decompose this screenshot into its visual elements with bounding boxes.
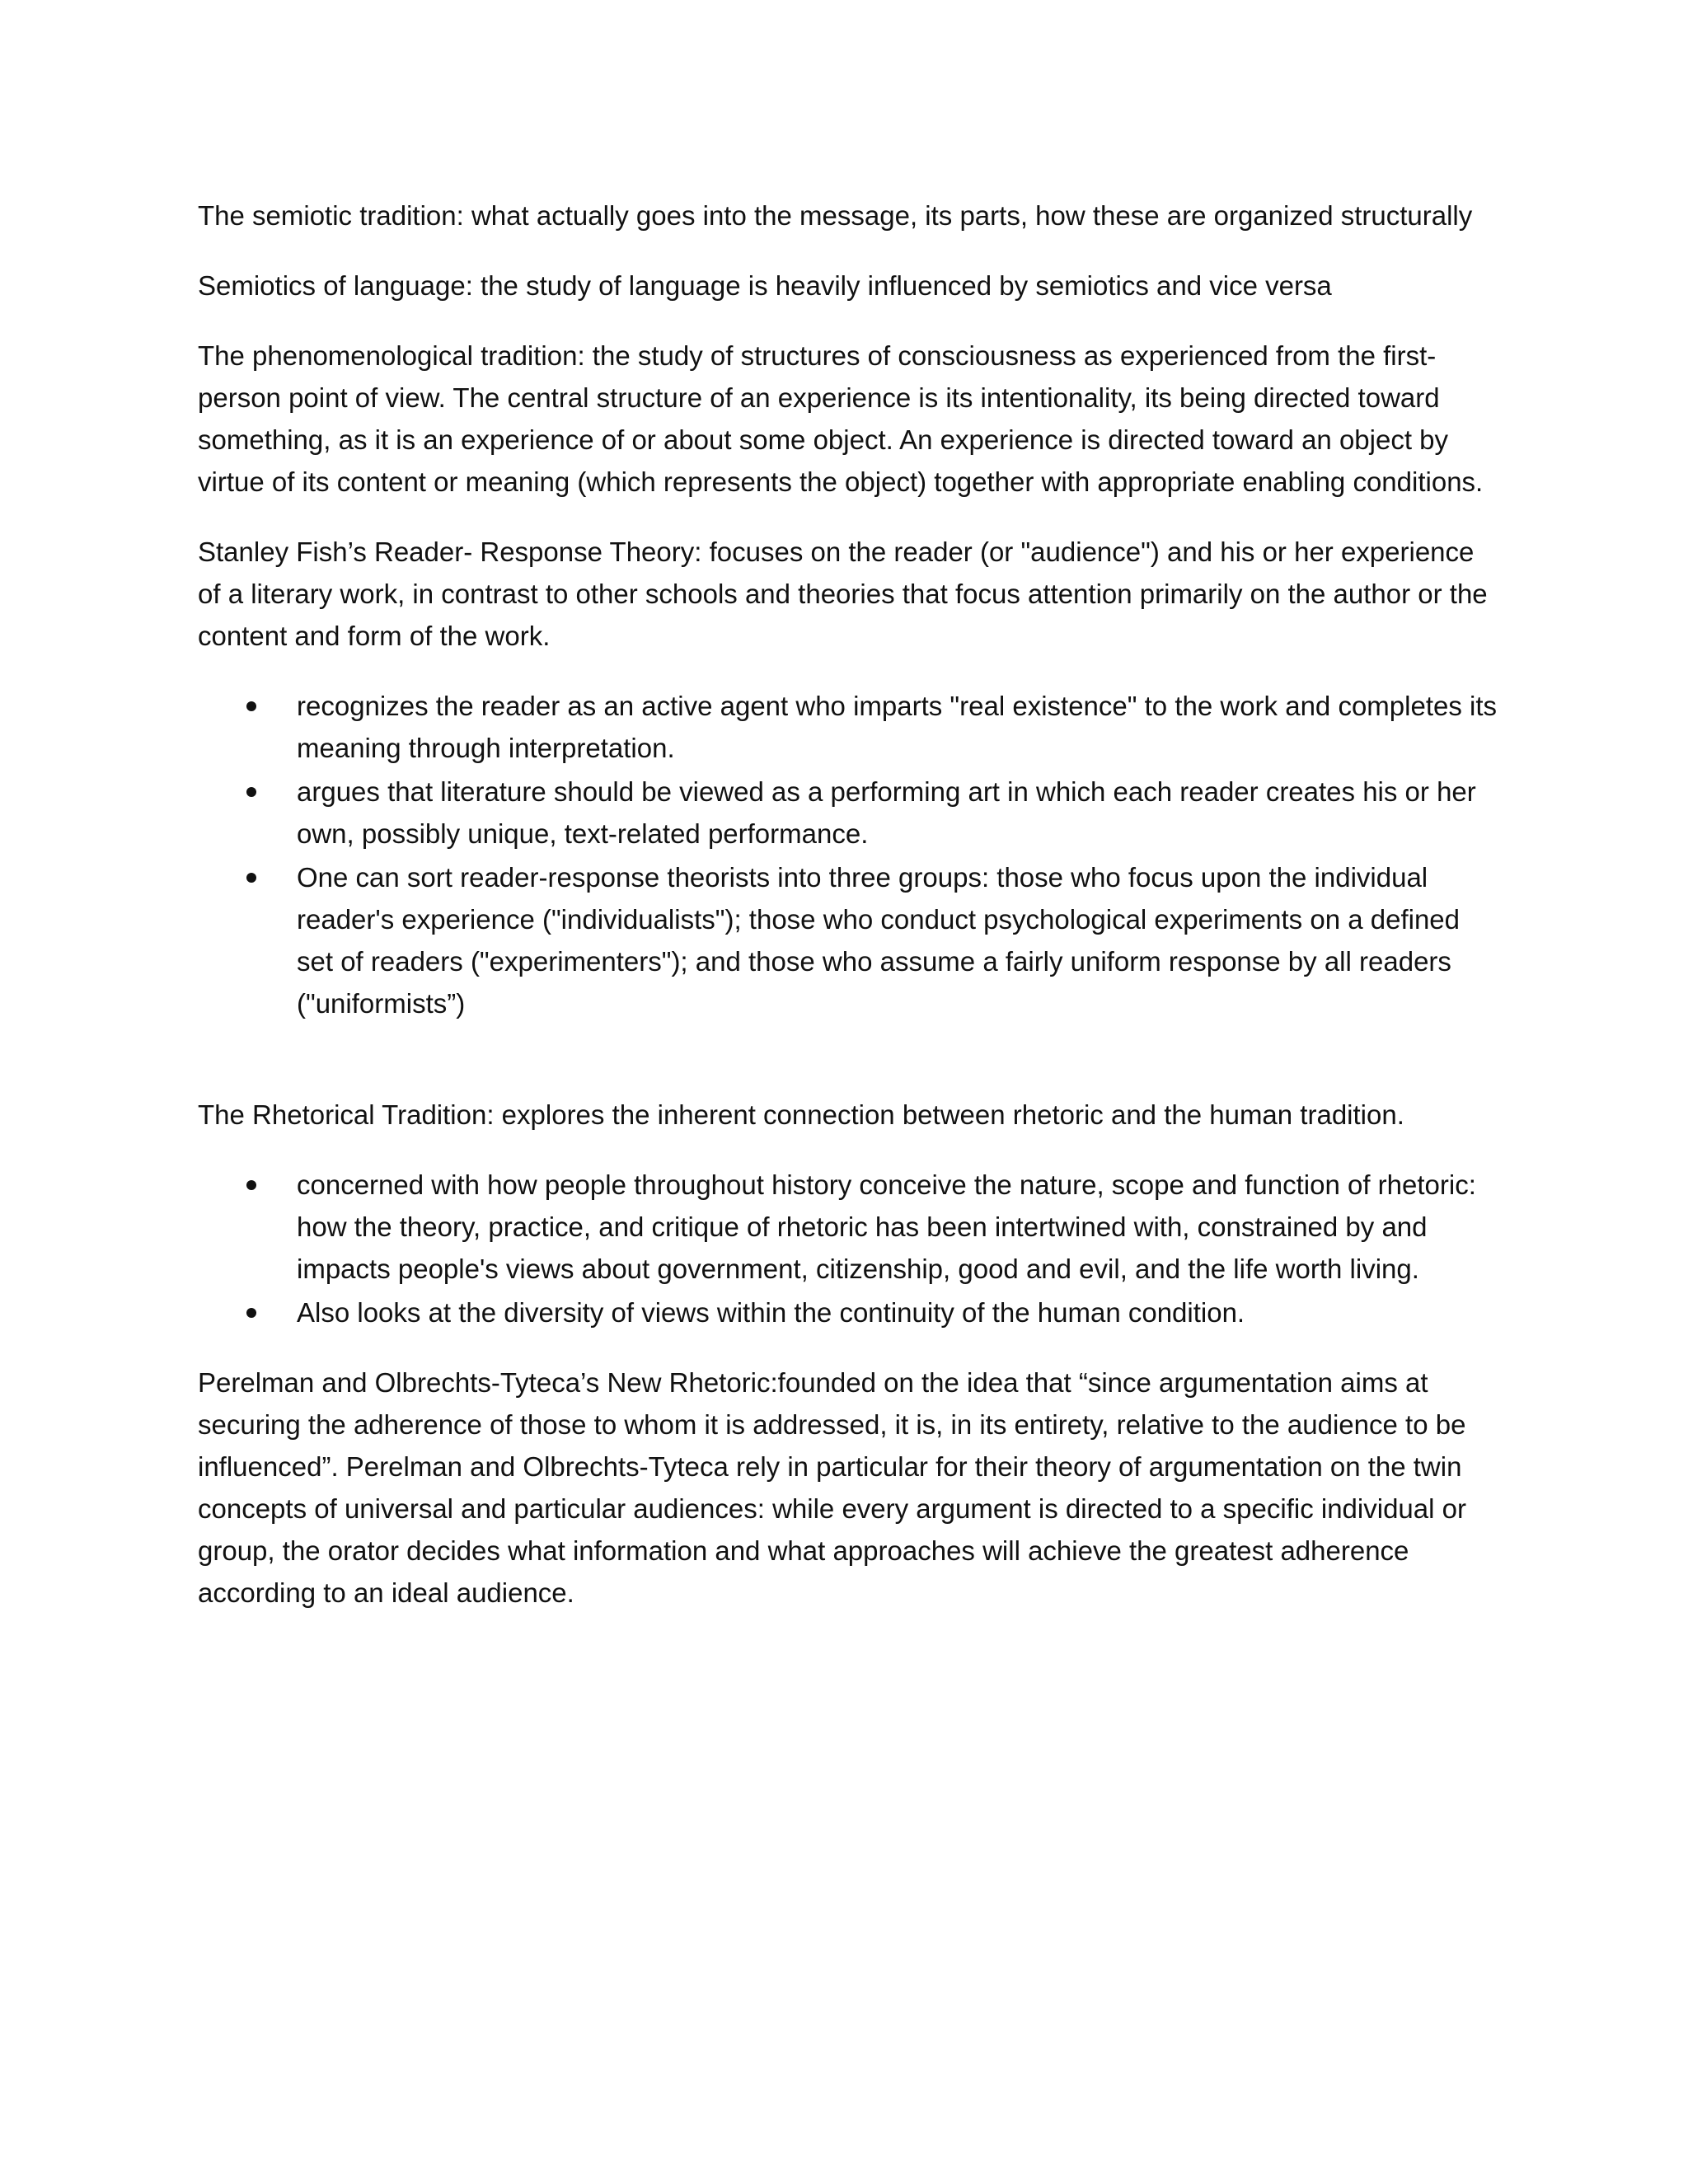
list-item: [198, 685, 1500, 769]
paragraph-reader-response-theory: Stanley Fish’s Reader- Response Theory: focuses on the reader (or "audience") and his or her experience of a literary work, in contrast to other schools and theories that focus attention primarily on the author or the content and form of the work.: [198, 537, 1488, 651]
list-item: [198, 771, 1500, 855]
list-item: [198, 1291, 1500, 1333]
list-item-text: recognizes the reader as an active agent who imparts "real existence" to the work and completes its meaning through interpretation.: [297, 691, 1498, 763]
paragraph-semiotics-of-language: Semiotics of language: the study of language is heavily influenced by semiotics and vice versa: [198, 270, 1332, 301]
rhetorical-tradition-list: [198, 1164, 1500, 1333]
paragraph-new-rhetoric: Perelman and Olbrechts-Tyteca’s New Rhetoric:founded on the idea that “since argumentation aims at securing the adherence of those to whom it is addressed, it is, in its entirety, relative to the audience to be influenced”. Perelman and Olbrechts-Tyteca rely in particular for their theory of argumentation on the twin concepts of universal and particular audiences: while every argument is directed to a specific individual or group, the orator decides what information and what approaches will achieve the greatest adherence according to an ideal audience.: [198, 1367, 1466, 1608]
bullet-icon: [246, 1180, 256, 1190]
paragraph-semiotic-tradition: The semiotic tradition: what actually goes into the message, its parts, how these are organized structurally: [198, 200, 1473, 231]
bullet-icon: [246, 787, 256, 797]
list-item: [198, 856, 1500, 1024]
list-item: [198, 1164, 1500, 1290]
document-body: [198, 194, 1500, 1642]
bullet-icon: [246, 1308, 256, 1318]
list-item-text: One can sort reader-response theorists into three groups: those who focus upon the individual reader's experience ("individualists"); those who conduct psychological experiments on a defined set of readers ("experimenters"); and those who assume a fairly uniform response by all readers ("uniformists”): [297, 862, 1461, 1019]
list-item-text: Also looks at the diversity of views within the continuity of the human condition.: [297, 1297, 1245, 1328]
list-item-text: argues that literature should be viewed as a performing art in which each reader creates his or her own, possibly unique, text-related performance.: [297, 776, 1476, 849]
reader-response-list: [198, 685, 1500, 1024]
bullet-icon: [246, 701, 256, 711]
paragraph-phenomenological-tradition: The phenomenological tradition: the study of structures of consciousness as experienced from the first-person point of view. The central structure of an experience is its intentionality, its being directed toward something, as it is an experience of or about some object. An experience is directed toward an object by virtue of its content or meaning (which represents the object) together with appropriate enabling conditions.: [198, 340, 1484, 497]
list-item-text: concerned with how people throughout history conceive the nature, scope and function of rhetoric: how the theory, practice, and critique of rhetoric has been intertwined with, constrained by and impacts people's views about government, citizenship, good and evil, and the life worth living.: [297, 1169, 1476, 1284]
blank-line: [198, 1052, 1500, 1094]
paragraph-rhetorical-tradition: The Rhetorical Tradition: explores the inherent connection between rhetoric and the human tradition.: [198, 1099, 1404, 1130]
bullet-icon: [246, 873, 256, 883]
